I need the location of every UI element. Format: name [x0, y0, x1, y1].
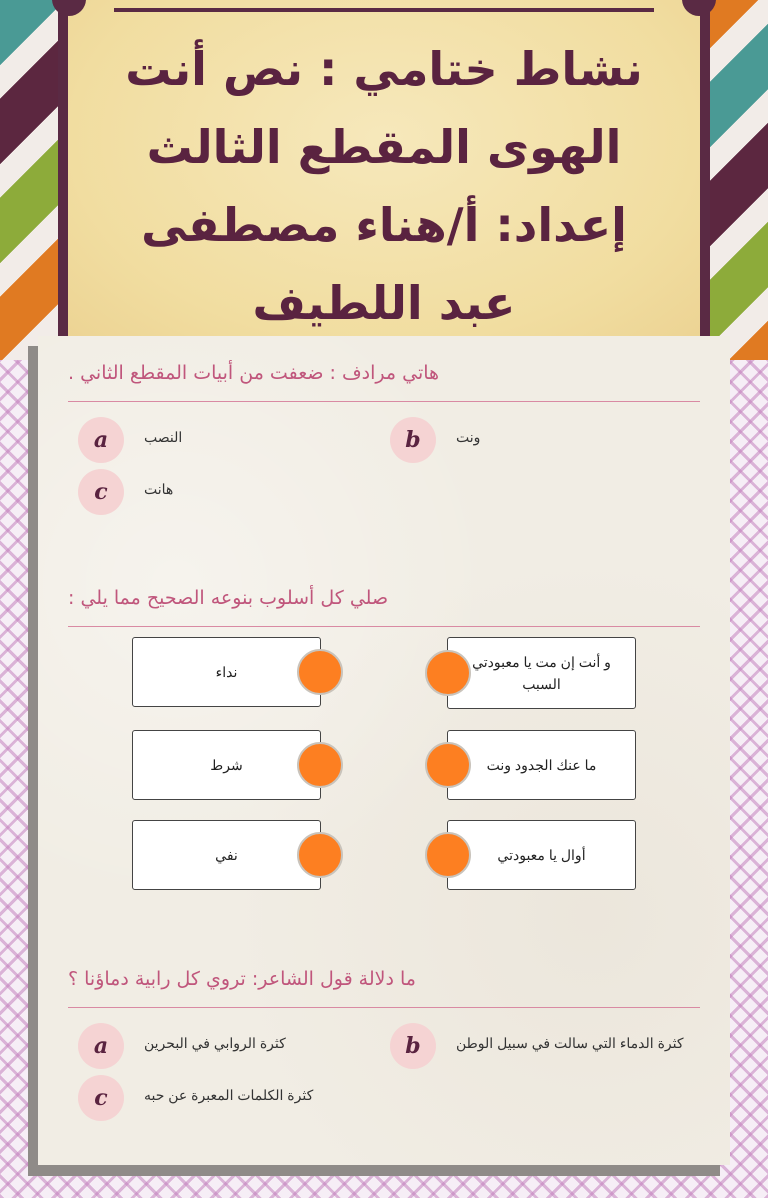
option-letter: b [390, 1023, 436, 1069]
match-right-3[interactable]: أوال يا معبودتي [447, 820, 636, 890]
option-text: كثرة الكلمات المعبرة عن حبه [144, 1087, 314, 1103]
match-left-2-handle[interactable] [297, 742, 343, 788]
title-panel [68, 0, 700, 345]
option-letter: a [78, 1023, 124, 1069]
option-text: كثرة الدماء التي سالت في سبيل الوطن [456, 1035, 684, 1051]
option-text: النصب [144, 429, 183, 445]
option-text: كثرة الروابي في البحرين [144, 1035, 286, 1051]
worksheet-paper [38, 336, 730, 1165]
option-letter: c [78, 1075, 124, 1121]
option-letter: a [78, 417, 124, 463]
match-left-1-handle[interactable] [297, 649, 343, 695]
option-letter: c [78, 469, 124, 515]
match-right-2-handle[interactable] [425, 742, 471, 788]
option-letter: b [390, 417, 436, 463]
match-right-3-handle[interactable] [425, 832, 471, 878]
match-left-3-handle[interactable] [297, 832, 343, 878]
match-left-3[interactable]: نفي [132, 820, 321, 890]
question-3-divider [68, 1007, 700, 1008]
question-2-divider [68, 626, 700, 627]
question-3-option-a[interactable] [78, 1023, 378, 1069]
question-1-divider [68, 401, 700, 402]
title-card [58, 0, 710, 345]
question-1-title: هاتي مرادف : ضعفت من أبيات المقطع الثاني . [68, 362, 440, 384]
question-1-option-a[interactable] [78, 417, 378, 463]
match-left-1[interactable]: نداء [132, 637, 321, 707]
question-2-title: صلي كل أسلوب بنوعه الصحيح مما يلي : [68, 587, 389, 609]
option-text: هانت [144, 481, 174, 497]
question-1-option-c[interactable] [78, 469, 378, 515]
match-left-2[interactable]: شرط [132, 730, 321, 800]
title-divider [114, 8, 654, 12]
question-1-option-b[interactable] [390, 417, 690, 463]
match-right-1-handle[interactable] [425, 650, 471, 696]
option-text: ونت [456, 429, 481, 445]
question-3-option-c[interactable] [78, 1075, 378, 1121]
question-3-title: ما دلالة قول الشاعر: تروي كل رابية دماؤنا ؟ [68, 968, 416, 990]
match-right-2[interactable]: ما عنك الجدود ونت [447, 730, 636, 800]
worksheet-title: نشاط ختامي : نص أنت الهوى المقطع الثالث إعداد: أ/هناء مصطفى عبد اللطيف [125, 42, 643, 330]
question-3-option-b[interactable] [390, 1023, 690, 1069]
match-right-1[interactable]: و أنت إن مت يا معبودتي السبب [447, 637, 636, 709]
